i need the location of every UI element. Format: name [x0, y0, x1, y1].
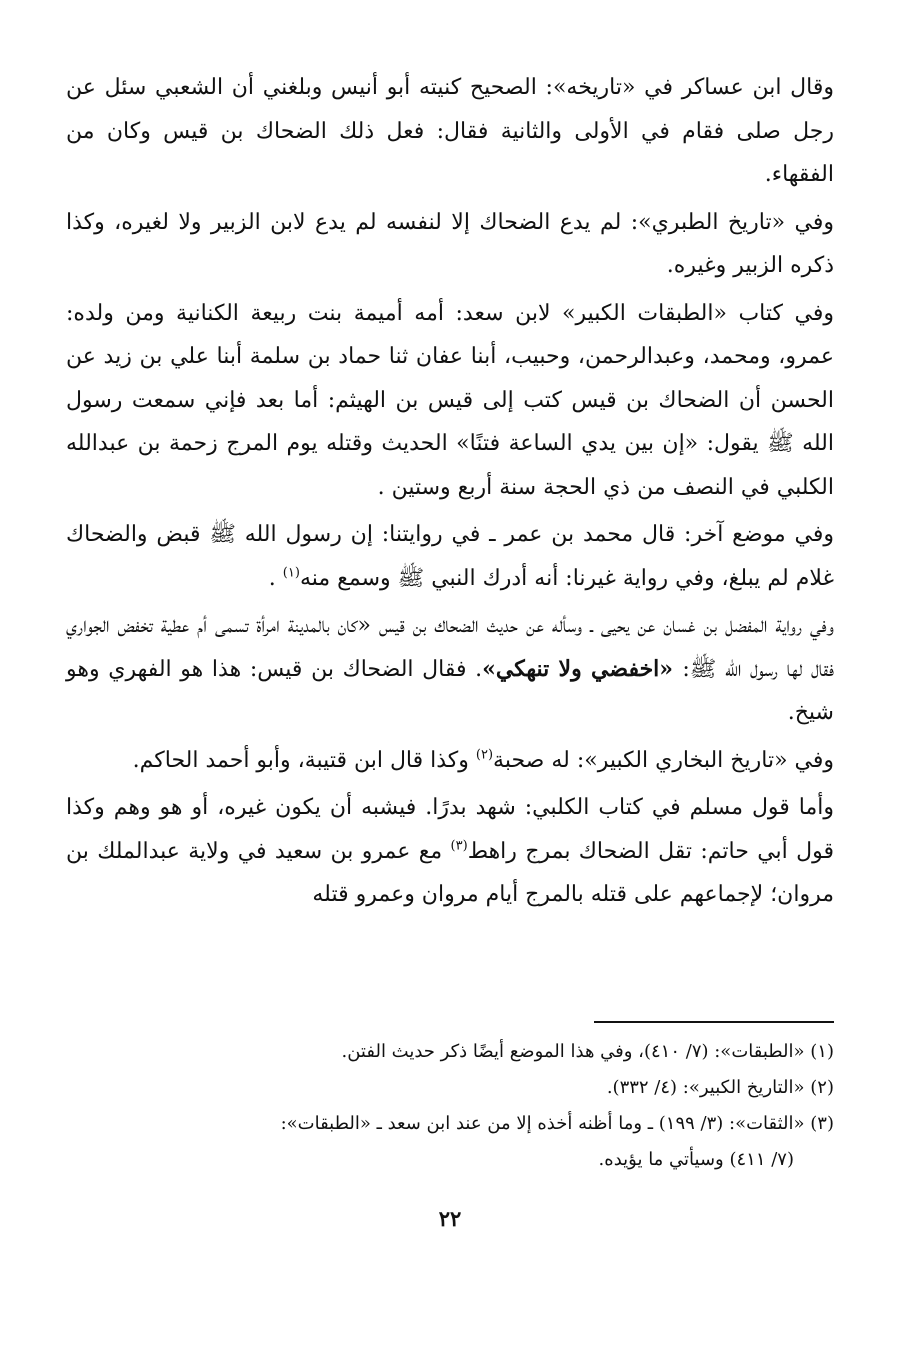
paragraph-text: وفي رواية المفضل بن غسان عن يحيى ـ وسأله عن حديث الضحاك بن قيس «كان بالمدينة امرأة تسمى أم عطية تخفض الجواري فقال لها رسول الله ﷺ:	[66, 613, 834, 682]
paragraph-text: وقال ابن عساكر في «تاريخه»: الصحيح كنيته أبو أنيس وبلغني أن الشعبي سئل عن رجل صلى فقام في الأولى والثانية فقال: فعل ذلك الضحاك بن قيس وكان من الفقهاء.	[66, 75, 834, 187]
footnote-2: (٢) «التاريخ الكبير»: (٤/ ٣٣٢).	[606, 1077, 834, 1098]
main-text	[66, 66, 834, 917]
book-page	[66, 66, 834, 1286]
paragraph-text: وأما قول مسلم في كتاب الكلبي: شهد بدرًا. فيشبه أن يكون غيره، أو هو وهم وكذا قول أبي حاتم: تقل الضحاك بمرج راهط	[66, 795, 834, 864]
paragraph-tail: .	[268, 565, 283, 591]
page-number: ٢٢	[438, 1206, 462, 1231]
paragraph-tail: . فقال الضحاك بن قيس: هذا هو الفهري وهو شيخ.	[66, 656, 834, 725]
paragraph-ibn-asakir	[66, 66, 834, 197]
paragraph-tail: مع عمرو بن سعيد في ولاية عبدالملك بن مروان؛ لإجماعهم على قتله بالمرج أيام مروان وعمرو قتله	[66, 838, 834, 907]
paragraph-mufaddal	[66, 604, 834, 735]
paragraph-tabaqat	[66, 292, 834, 510]
paragraph-tail: وكذا قال ابن قتيبة، وأبو أحمد الحاكم.	[132, 747, 476, 773]
paragraph-text: وفي موضع آخر: قال محمد بن عمر ـ في روايتنا: إن رسول الله ﷺ قبض والضحاك غلام لم يبلغ، وفي رواية غيرنا: أنه أدرك النبي ﷺ وسمع منه	[66, 522, 834, 591]
footnote-ref-2[interactable]: (٢)	[475, 747, 494, 763]
paragraph-mawdi-akhar	[66, 513, 834, 600]
paragraph-muslim	[66, 786, 834, 917]
footnote-ref-3[interactable]: (٣)	[450, 838, 468, 854]
footnote-ref-1[interactable]: (١)	[282, 565, 300, 581]
footnote-3: (٣) «الثقات»: (٣/ ١٩٩) ـ وما أظنه أخذه إلا من عند ابن سعد ـ «الطبقات»:	[280, 1113, 834, 1134]
footnote-divider	[594, 1021, 834, 1023]
footnotes	[66, 1034, 834, 1178]
paragraph-text: وفي «تاريخ البخاري الكبير»: له صحبة	[493, 747, 834, 773]
paragraph-text: وفي «تاريخ الطبري»: لم يدع الضحاك إلا لنفسه لم يدع لابن الزبير ولا لغيره، وكذا ذكره الزبير وغيره.	[66, 209, 834, 278]
paragraph-tabari	[66, 201, 834, 288]
hadith-quote: «اخفضي ولا تنهكي»	[482, 655, 683, 682]
paragraph-bukhari	[66, 739, 834, 783]
footnote-1: (١) «الطبقات»: (٧/ ٤١٠)، وفي هذا الموضع أيضًا ذكر حديث الفتن.	[341, 1041, 834, 1062]
footnote-3-continuation: (٧/ ٤١١) وسيأتي ما يؤيده.	[598, 1149, 794, 1170]
paragraph-text: وفي كتاب «الطبقات الكبير» لابن سعد: أمه أميمة بنت ربيعة الكنانية ومن ولده: عمرو، ومحمد، وعبدالرحمن، وحبيب، أبنا عفان ثنا حماد بن سلمة أبنا علي بن زيد عن الحسن أن الضحاك بن قيس كتب إلى قيس بن الهيثم: أما بعد فإني سمعت رسول الله ﷺ يقول: «إن بين يدي الساعة فتنًا» الحديث وقتله يوم المرج زحمة بن عبدالله الكلبي في النصف من ذي الحجة سنة أربع وستين .	[66, 300, 834, 500]
